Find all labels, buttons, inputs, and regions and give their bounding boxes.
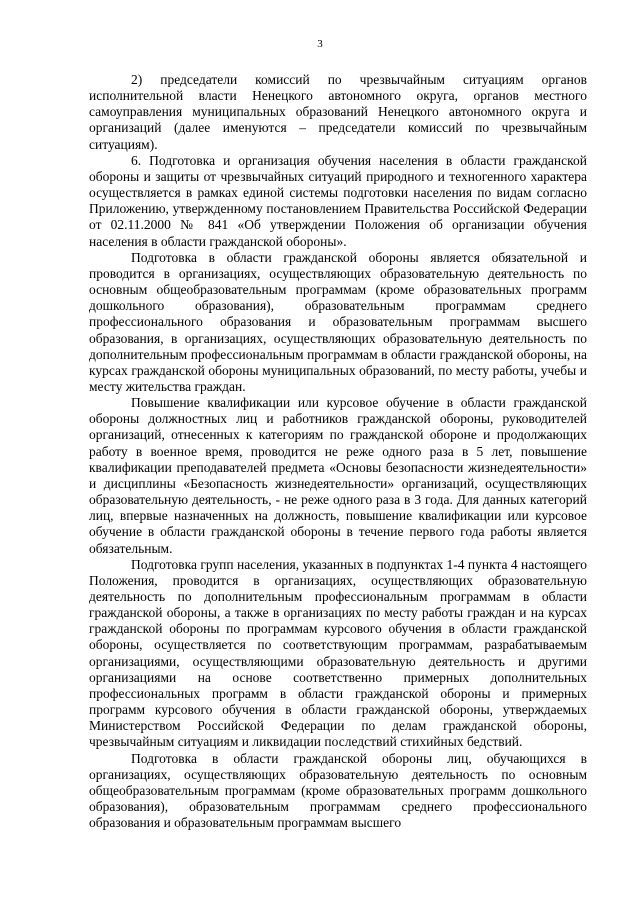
paragraph-item-6: 6. Подготовка и организация обучения населения в области гражданской обороны и защиты от чрезвычайных ситуаций природного и техногенного характера осуществляется в рамках единой системы подготовки населения по видам согласно Приложению, утвержденному постановлением Правительства Российской Федерации от 02.11.2000 № 841 «Об утверждении Положения об организации обучения населения в области гражданской обороны». [89, 152, 587, 249]
paragraph-chairpersons: 2) председатели комиссий по чрезвычайным ситуациям органов исполнительной власти Ненецкого автономного округа, органов местного самоуправления муниципальных образований Ненецкого автономного округа и организаций (далее именуются – председатели комиссий по чрезвычайным ситуациям). [89, 72, 587, 152]
page-number: 3 [317, 38, 323, 50]
paragraph-qualification: Повышение квалификации или курсовое обучение в области гражданской обороны должностных лиц и работников гражданской обороны, руководителей организаций, отнесенных к категориям по гражданской обороне и продолжающих работу в военное время, проводится не реже одного раза в 5 лет, повышение квалификации преподавателей предмета «Основы безопасности жизнедеятельности» и дисциплины «Безопасность жизнедеятельности» организаций, осуществляющих образовательную деятельность, - не реже одного раза в 3 года. Для данных категорий лиц, впервые назначенных на должность, повышение квалификации или курсовое обучение в области гражданской обороны в течение первого года работы является обязательным. [89, 395, 587, 556]
paragraph-group-training: Подготовка групп населения, указанных в подпунктах 1-4 пункта 4 настоящего Положения, проводится в организациях, осуществляющих образовательную деятельность по дополнительным профессиональным программам в области гражданской обороны, а также в организациях по месту работы граждан и на курсах гражданской обороны по программам курсового обучения в области гражданской обороны, осуществляется по соответствующим программам, разрабатываемым организациями, осуществляющими образовательную деятельность и другими организациями на основе соответственно примерных дополнительных профессиональных программ в области гражданской обороны и примерных программ курсового обучения в области гражданской обороны, утверждаемых Министерством Российской Федерации по делам гражданской обороны, чрезвычайным ситуациям и ликвидации последствий стихийных бедствий. [89, 556, 588, 750]
document-body [89, 72, 587, 831]
paragraph-mandatory-training: Подготовка в области гражданской обороны является обязательной и проводится в организациях, осуществляющих образовательную деятельность по основным общеобразовательным программам (кроме образовательных программ дошкольного образования), образовательным программам среднего профессионального образования и образовательным программам высшего образования, в организациях, осуществляющих образовательную деятельность по дополнительным профессиональным программам в области гражданской обороны, на курсах гражданской обороны муниципальных образований, по месту работы, учебы и месту жительства граждан. [89, 249, 587, 394]
paragraph-students-training: Подготовка в области гражданской обороны лиц, обучающихся в организациях, осуществляющих образовательную деятельность по основным общеобразовательным программам (кроме образовательных программ дошкольного образования), образовательным программам среднего профессионального образования и образовательным программам высшего [89, 750, 587, 831]
